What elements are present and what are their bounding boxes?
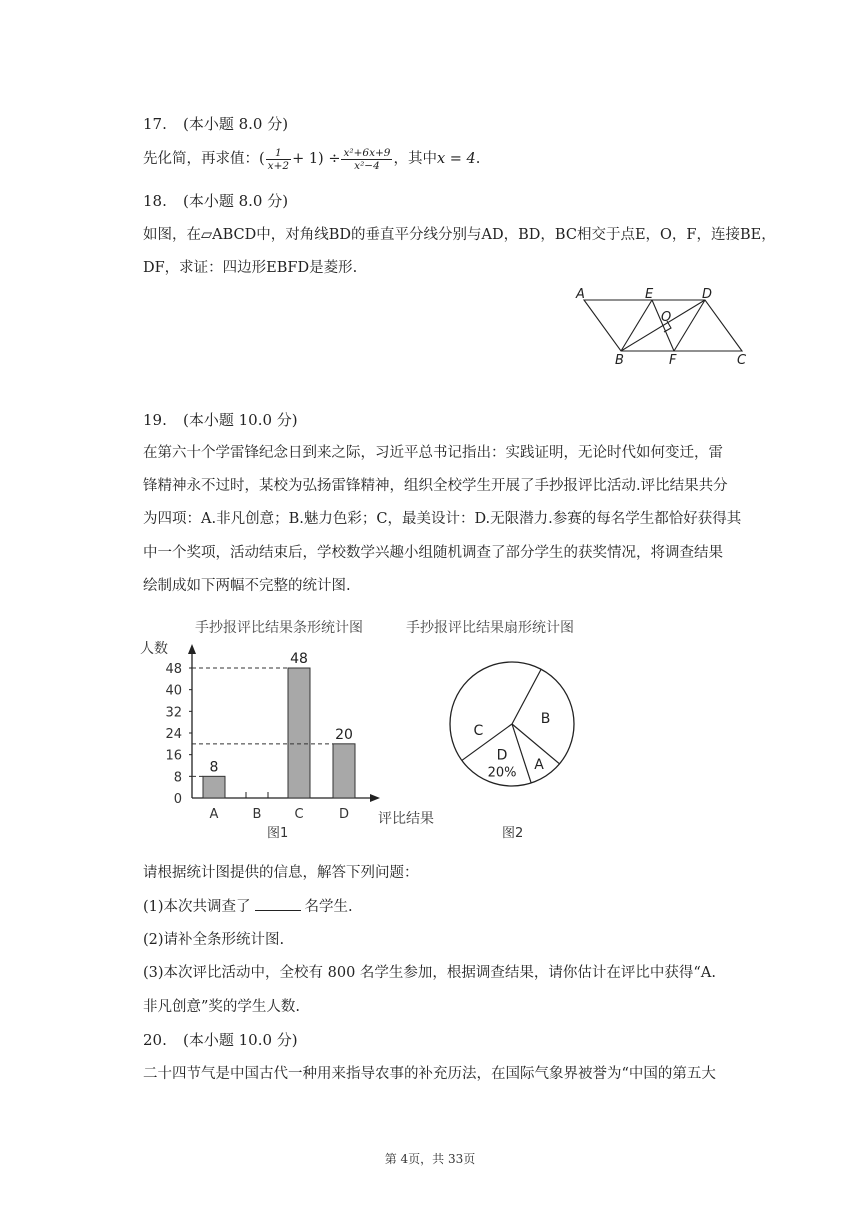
q19-header bbox=[143, 409, 298, 430]
q17-points: (本小题 8.0 分) bbox=[183, 115, 289, 133]
category-label: D bbox=[338, 807, 350, 822]
q17-text-suffix: ，其中 bbox=[393, 151, 437, 167]
q19-after-chart: 请根据统计图提供的信息，解答下列问题： bbox=[143, 865, 419, 881]
q18-line-1: 如图，在▱ABCD中，对角线BD的垂直平分线分别与AD，BD，BC相交于点E，O，F，连接BE， bbox=[143, 227, 776, 243]
pie-slice-label-B: B bbox=[540, 711, 551, 728]
bar-value-label: 8 bbox=[209, 759, 219, 776]
q19-sub1: (1)本次共调查了 名学生. bbox=[143, 891, 353, 924]
page-footer: 第 4页，共 33页 bbox=[384, 1152, 476, 1166]
q19-line-4: 中一个奖项，活动结束后，学校数学兴趣小组随机调查了部分学生的获奖情况，将调查结果 bbox=[143, 545, 723, 561]
segment-df bbox=[674, 300, 705, 351]
answer-blank[interactable] bbox=[255, 896, 301, 911]
bar-chart-caption: 图1 bbox=[267, 826, 289, 841]
label-c: C bbox=[737, 353, 747, 368]
category-label: C bbox=[294, 807, 304, 822]
y-tick-label: 16 bbox=[165, 748, 182, 764]
label-a: A bbox=[576, 287, 585, 302]
q17-header bbox=[143, 113, 288, 134]
bar-C bbox=[288, 668, 310, 798]
pie-chart-title: 手抄报评比结果扇形统计图 bbox=[406, 620, 574, 636]
q18-points: (本小题 8.0 分) bbox=[183, 192, 289, 210]
label-e: E bbox=[645, 287, 654, 302]
y-tick-label: 48 bbox=[165, 662, 182, 677]
segment-be bbox=[621, 300, 652, 351]
pie-slice-label-D: D bbox=[496, 747, 508, 764]
y-tick-label: 24 bbox=[165, 727, 182, 742]
q18-header bbox=[143, 190, 288, 211]
q19-sub2: (2)请补全条形统计图. bbox=[143, 932, 285, 948]
q18-number: 18. bbox=[143, 192, 167, 210]
bar-A bbox=[203, 776, 225, 798]
bar-chart bbox=[140, 610, 440, 845]
bar-chart-xlabel: 评比结果 bbox=[378, 811, 434, 827]
q20-line-1: 二十四节气是中国古代一种用来指导农事的补充历法，在国际气象界被誉为“中国的第五大 bbox=[143, 1066, 716, 1082]
q19-points: (本小题 10.0 分) bbox=[183, 411, 298, 429]
pie-chart-caption: 图2 bbox=[502, 826, 524, 841]
q17-text: 先化简，再求值：( $\frac{1}{x+2}$ + 1) ÷ $\frac{\text{x²+6x+9}}{\text{x²−4}}$ ，其中x = 4. bbox=[143, 146, 481, 172]
y-tick-label: 40 bbox=[165, 683, 182, 699]
perpendicular-bisector-ef bbox=[652, 300, 674, 351]
pie-slice-percent: 20% bbox=[487, 765, 517, 781]
label-b: B bbox=[615, 353, 624, 368]
bar-chart-y-arrow bbox=[188, 644, 196, 654]
q17-fraction-2: $\frac{\text{x²+6x+9}}{\text{x²−4}}$ bbox=[343, 146, 391, 172]
category-label: A bbox=[209, 807, 219, 822]
q17-number: 17. bbox=[143, 115, 167, 133]
bar-value-label: 20 bbox=[335, 726, 353, 743]
y-tick-label: 0 bbox=[173, 792, 182, 807]
q19-sub3-line-1: (3)本次评比活动中，全校有 800 名学生参加，根据调查结果，请你估计在评比中获得“A. bbox=[143, 965, 716, 981]
q20-header bbox=[143, 1029, 298, 1050]
label-d: D bbox=[702, 287, 713, 302]
q19-number: 19. bbox=[143, 411, 167, 429]
pie-slice-label-C: C bbox=[473, 722, 484, 739]
category-label: B bbox=[252, 807, 262, 822]
q19-line-2: 锋精神永不过时，某校为弘扬雷锋精神，组织全校学生开展了手抄报评比活动.评比结果共分 bbox=[143, 478, 728, 494]
q17-condition: x = 4 bbox=[436, 151, 476, 167]
bar-chart-x-arrow bbox=[370, 794, 380, 802]
q18-line-2: DF，求证：四边形EBFD是菱形. bbox=[143, 260, 358, 276]
pie-chart bbox=[400, 610, 610, 845]
bar-chart-title: 手抄报评比结果条形统计图 bbox=[195, 620, 363, 636]
q19-line-1: 在第六十个学雷锋纪念日到来之际，习近平总书记指出：实践证明，无论时代如何变迁，雷 bbox=[143, 445, 723, 461]
q18-parallelogram-figure bbox=[570, 284, 755, 369]
q20-points: (本小题 10.0 分) bbox=[183, 1031, 298, 1049]
y-tick-label: 8 bbox=[173, 770, 182, 786]
bar-D bbox=[333, 744, 355, 798]
label-f: F bbox=[669, 353, 677, 368]
q20-number: 20. bbox=[143, 1031, 167, 1049]
pie-slice-label-A: A bbox=[534, 757, 544, 774]
q17-operator: + 1) ÷ bbox=[292, 151, 341, 167]
q17-text-prefix: 先化简，再求值：( bbox=[143, 151, 265, 167]
bar-chart-ylabel: 人数 bbox=[140, 641, 168, 657]
label-o: O bbox=[661, 310, 672, 325]
q17-fraction-1: $\frac{1}{x+2}$ bbox=[267, 146, 290, 172]
q19-line-3: 为四项：A.非凡创意；B.魅力色彩；C，最美设计：D.无限潜力.参赛的每名学生都恰好获得其 bbox=[143, 511, 742, 527]
y-tick-label: 32 bbox=[165, 705, 182, 721]
bar-value-label: 48 bbox=[290, 651, 308, 667]
q19-line-5: 绘制成如下两幅不完整的统计图. bbox=[143, 578, 351, 594]
q19-sub3-line-2: 非凡创意”奖的学生人数. bbox=[143, 999, 301, 1015]
